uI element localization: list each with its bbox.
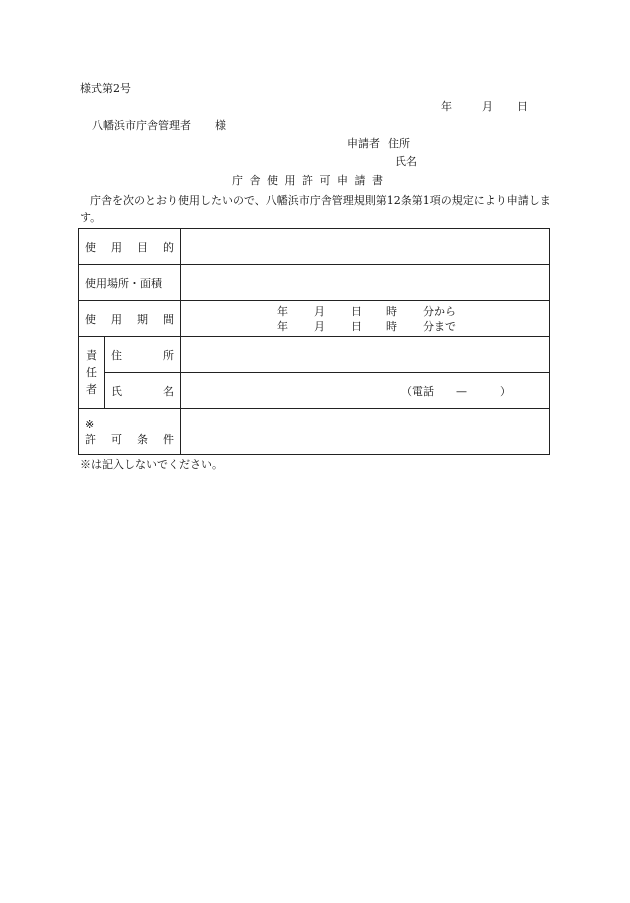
- addressee-name: 八幡浜市庁舎管理者: [92, 119, 191, 132]
- application-form-table: [78, 228, 550, 455]
- addressee-honorific: 様: [215, 119, 226, 132]
- phone-label: （電話 — ）: [401, 384, 511, 398]
- date-day: 日: [517, 100, 528, 113]
- applicant-name-label: 氏名: [395, 155, 417, 168]
- applicant-address-line: [347, 137, 410, 151]
- permit-field: [181, 409, 550, 455]
- place-label: 使用場所・面積: [79, 265, 181, 301]
- place-row: [79, 265, 550, 301]
- responsible-name-field[interactable]: [181, 373, 550, 409]
- intro-paragraph: 庁舎を次のとおり使用したいので、八幡浜市庁舎管理規則第12条第1項の規定により申請します。: [80, 194, 551, 224]
- period-row: [79, 301, 550, 337]
- responsible-address-field[interactable]: [181, 337, 550, 373]
- purpose-row: [79, 229, 550, 265]
- period-from: 年 月 日 時 分から: [277, 304, 456, 318]
- period-to: 年 月 日 時 分まで: [277, 319, 456, 333]
- date-year: 年: [441, 100, 452, 113]
- responsible-address-row: [79, 337, 550, 373]
- responsible-label: 責 任 者: [79, 337, 105, 409]
- responsible-name-row: [79, 373, 550, 409]
- purpose-field[interactable]: [181, 229, 550, 265]
- addressee: [92, 119, 226, 133]
- applicant-label: 申請者: [347, 137, 380, 150]
- date-line: [441, 100, 528, 114]
- date-month: 月: [482, 100, 493, 113]
- purpose-label: 使 用 目 的: [79, 229, 181, 265]
- permit-label: ※ 許 可 条 件: [79, 409, 181, 455]
- document-title: 庁舎使用許可申請書: [232, 174, 390, 187]
- permit-row: [79, 409, 550, 455]
- footnote: ※は記入しないでください。: [80, 458, 223, 471]
- responsible-name-label: 氏 名: [105, 373, 181, 409]
- permit-mark: ※: [85, 417, 95, 431]
- period-field[interactable]: [181, 301, 550, 337]
- applicant-address-label: 住所: [388, 137, 410, 150]
- period-label: 使 用 期 間: [79, 301, 181, 337]
- responsible-address-label: 住 所: [105, 337, 181, 373]
- form-number: 様式第2号: [80, 82, 131, 95]
- place-field[interactable]: [181, 265, 550, 301]
